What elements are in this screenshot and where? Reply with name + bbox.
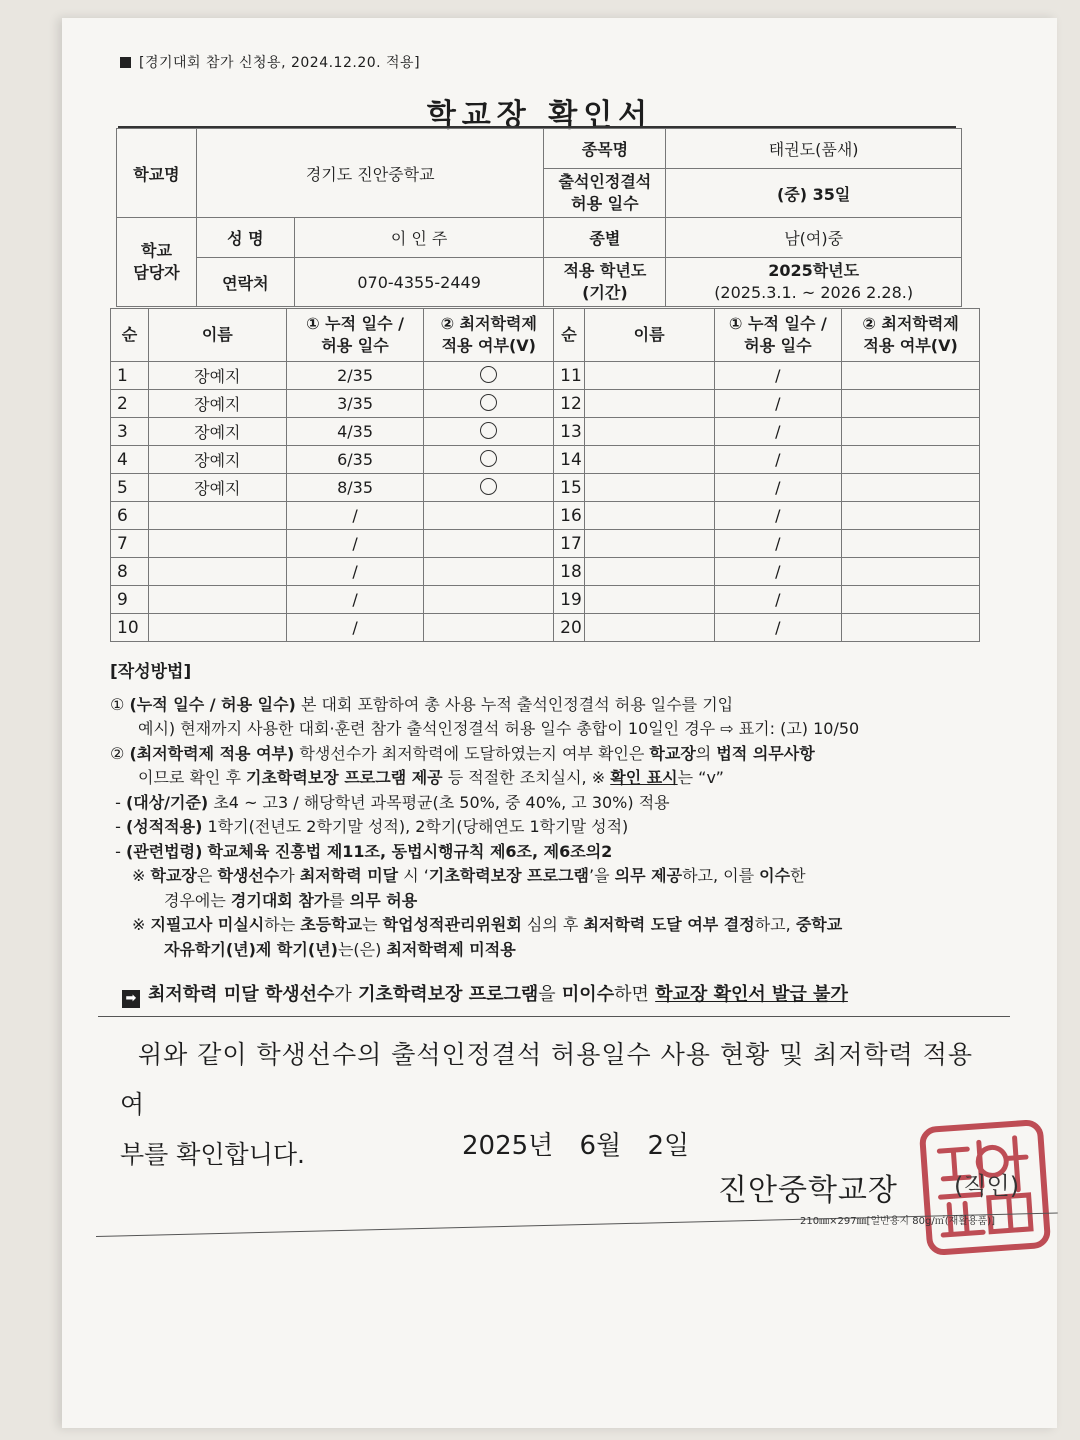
roster-header-row: [111, 309, 980, 362]
warning-e: 미이수: [561, 984, 615, 1005]
instruction-2: ② (최저학력제 적용 여부) 학생선수가 최저학력에 도달하였는지 여부 확인은 학교장의 법적 의무사항: [110, 743, 815, 763]
days-value: /: [714, 362, 842, 390]
student-name: [584, 418, 714, 446]
days-value: 6/35: [286, 446, 424, 474]
warning-c: 기초학력보장 프로그램: [358, 984, 539, 1005]
apply-value: [842, 614, 980, 642]
days-value: /: [714, 614, 842, 642]
days-value: 2/35: [286, 362, 424, 390]
header-apply-right-1: ② 최저학력제: [862, 314, 959, 333]
instruction-2-line2-c: 등 적절한 조치실시, ※: [447, 768, 606, 787]
instruction-2-text-a: 학생선수가 최저학력에 도달하였는지 여부 확인은: [299, 743, 645, 763]
days-value: /: [714, 530, 842, 558]
detail-target-text: 초4 ~ 고3 / 해당학년 과목평균(초 50%, 중 40%, 고 30%) 적용: [213, 792, 670, 812]
warning-d: 을: [538, 984, 556, 1005]
event-label: 종목명: [544, 129, 666, 169]
allowed-days-label: [544, 169, 666, 218]
apply-value: [842, 530, 980, 558]
apply-value: [842, 362, 980, 390]
confirmation-line-2: 부를 확인합니다.: [120, 1140, 305, 1169]
header-apply-right-2: 적용 여부(V): [863, 336, 958, 355]
note-2-line2: [110, 938, 1010, 963]
instruction-2-line2-b: 기초학력보장 프로그램 제공: [246, 768, 443, 787]
note-1-l: 한: [790, 866, 806, 885]
confirmation-line-1: 위와 같이 학생선수의 출석인정결석 허용일수 사용 현황 및 최저학력 적용 여: [120, 1040, 974, 1119]
note-2-a: 지필고사 미실시: [150, 915, 265, 934]
issue-date: 2025년 6월 2일: [462, 1131, 690, 1161]
note-2-b: 하는: [264, 915, 296, 934]
note-2-h: 하고,: [754, 915, 791, 934]
row-number: 19: [554, 586, 585, 614]
note-2-i: 중학교: [795, 915, 843, 934]
student-name: [148, 530, 286, 558]
note-1-k: 이수: [759, 866, 791, 885]
header-name: 이름: [148, 309, 286, 362]
name-value: 이 인 주: [294, 218, 544, 258]
instructions: [110, 660, 1010, 962]
instruction-1-text: 본 대회 포함하여 총 사용 누적 출석인정결석 허용 일수를 기입: [300, 694, 734, 714]
note-1-line2-b: 경기대회 참가: [230, 890, 330, 910]
header-no: 순: [111, 309, 149, 362]
table-row: [111, 446, 980, 474]
row-number: 20: [554, 614, 585, 642]
row-number: 8: [111, 558, 149, 586]
form-note-text: [경기대회 참가 신청용, 2024.12.20. 적용]: [139, 55, 421, 71]
apply-value: [424, 502, 554, 530]
year-label-2: (기간): [582, 283, 628, 302]
note-1-h: ’을: [589, 866, 610, 885]
student-name: [584, 446, 714, 474]
row-number: 6: [111, 502, 149, 530]
warning-g: 학교장 확인서 발급 불가: [655, 984, 848, 1005]
note-2: ※ 지필고사 미실시하는 초등학교는 학업성적관리위원회 심의 후 최저학력 도달 여부 결정하고, 중학교: [132, 915, 843, 934]
school-value: 경기도 진안중학교: [196, 129, 544, 218]
note-2-d: 는: [362, 915, 378, 934]
paper-spec: 210㎜×297㎜[일반용지 80g/㎡(재활용품)]: [800, 1216, 996, 1227]
instruction-2-bold: (최저학력제 적용 여부): [129, 743, 295, 763]
roster-body: [111, 362, 980, 642]
table-row: [111, 362, 980, 390]
seal-label: (직인): [954, 1172, 1020, 1200]
row-number: 13: [554, 418, 585, 446]
days-value: /: [714, 390, 842, 418]
note-1-f: 시 ‘: [403, 866, 429, 885]
table-row: [111, 558, 980, 586]
info-table: [116, 128, 962, 307]
apply-value: [842, 558, 980, 586]
note-1-d: 가: [279, 866, 295, 885]
detail-target: - (대상/기준) 초4 ~ 고3 / 해당학년 과목평균(초 50%, 중 40%, 고 30%) 적용: [110, 792, 670, 812]
warning-notice: [122, 980, 848, 1008]
table-row: [111, 390, 980, 418]
days-value: /: [286, 614, 424, 642]
student-name: 장예지: [148, 362, 286, 390]
row-number: 15: [554, 474, 585, 502]
apply-value: [424, 390, 554, 418]
table-row: [111, 474, 980, 502]
row-number: 16: [554, 502, 585, 530]
row-number: 4: [111, 446, 149, 474]
student-name: [148, 502, 286, 530]
student-name: [584, 530, 714, 558]
apply-value: [842, 586, 980, 614]
apply-value: [424, 362, 554, 390]
row-number: 7: [111, 530, 149, 558]
apply-value: [842, 474, 980, 502]
apply-value: [424, 418, 554, 446]
instruction-2-line2: [110, 766, 1010, 791]
row-number: 12: [554, 390, 585, 418]
detail-laws: - (관련법령) 학교체육 진흥법 제11조, 동법시행규칙 제6조, 제6조의2: [110, 841, 613, 861]
detail-grades: - (성적적용) 1학기(전년도 2학기말 성적), 2학기(당해연도 1학기말 성적): [110, 817, 629, 836]
instruction-1-example: 예시) 현재까지 사용한 대회·훈련 참가 출석인정결석 허용 일수 총합이 10일인 경우 ⇨ 표기: (고) 10/50: [138, 719, 860, 738]
circle-mark-icon: [480, 394, 497, 411]
contact-label: 연락처: [196, 258, 294, 307]
days-value: /: [714, 418, 842, 446]
gender-label: 종별: [544, 218, 666, 258]
note-2-line2-b: 는(은): [337, 939, 382, 959]
warning-f: 하면: [614, 984, 649, 1005]
header-apply-2: 적용 여부(V): [441, 336, 536, 355]
note-2-g: 최저학력 도달 여부 결정: [583, 915, 755, 934]
year-label: [544, 258, 666, 307]
instruction-1: ① (누적 일수 / 허용 일수) 본 대회 포함하여 총 사용 누적 출석인정결석 허용 일수를 기입: [110, 694, 734, 714]
form-note: [120, 52, 420, 72]
note-1-i: 의무 제공: [614, 866, 683, 885]
days-value: /: [286, 586, 424, 614]
note-2-line2-c: 최저학력제 미적용: [386, 939, 516, 959]
instructions-header: [작성방법]: [110, 662, 192, 682]
note-2-c: 초등학교: [300, 915, 363, 934]
student-name: [584, 474, 714, 502]
note-1-b: 은: [196, 866, 213, 885]
manager-label: [117, 218, 197, 307]
header-apply: [424, 309, 554, 362]
square-bullet-icon: [120, 57, 131, 68]
student-name: [584, 586, 714, 614]
days-value: /: [714, 558, 842, 586]
header-no-right: 순: [554, 309, 585, 362]
note-1-line2-a: 경우에는: [164, 890, 226, 910]
year-value-1: 2025학년도: [768, 261, 860, 280]
note-1-line2-d: 의무 허용: [349, 890, 418, 910]
student-name: 장예지: [148, 446, 286, 474]
detail-grades-text: 1학기(전년도 2학기말 성적), 2학기(당해연도 1학기말 성적): [207, 817, 629, 836]
header-days-2: 허용 일수: [321, 336, 389, 355]
row-number: 2: [111, 390, 149, 418]
roster-table: [110, 308, 980, 642]
circle-mark-icon: [480, 366, 497, 383]
days-value: /: [286, 558, 424, 586]
table-row: [111, 502, 980, 530]
apply-value: [842, 390, 980, 418]
note-1-c: 학생선수: [217, 866, 280, 885]
contact-value: 070-4355-2449: [294, 258, 544, 307]
apply-value: [842, 502, 980, 530]
row-number: 11: [554, 362, 585, 390]
manager-label-2: 담당자: [133, 263, 180, 282]
days-value: /: [714, 474, 842, 502]
section-divider: [98, 1016, 1010, 1017]
detail-laws-bold: (관련법령): [125, 841, 203, 861]
header-days-right-1: ① 누적 일수 /: [728, 314, 827, 333]
name-label: 성 명: [196, 218, 294, 258]
note-2-e: 학업성적관리위원회: [382, 915, 522, 934]
header-name-right: 이름: [584, 309, 714, 362]
year-value: [666, 258, 962, 307]
apply-value: [424, 530, 554, 558]
row-number: 3: [111, 418, 149, 446]
note-1-j: 하고, 이를: [682, 866, 755, 885]
note-1-e: 최저학력 미달: [299, 866, 399, 885]
days-value: 3/35: [286, 390, 424, 418]
header-days-1: ① 누적 일수 /: [306, 314, 404, 333]
apply-value: [424, 474, 554, 502]
table-row: [111, 614, 980, 642]
note-2-line2-a: 자유학기(년)제 학기(년): [164, 939, 338, 959]
header-days-right-2: 허용 일수: [744, 336, 812, 355]
days-value: 8/35: [286, 474, 424, 502]
student-name: [148, 558, 286, 586]
instruction-2-line2-a: 이므로 확인 후: [138, 768, 241, 787]
days-value: /: [714, 446, 842, 474]
manager-label-1: 학교: [140, 241, 172, 260]
apply-value: [424, 446, 554, 474]
student-name: [584, 390, 714, 418]
row-number: 5: [111, 474, 149, 502]
instruction-2-principal: 학교장: [649, 743, 696, 763]
header-days-right: [714, 309, 842, 362]
days-value: /: [714, 502, 842, 530]
days-value: /: [714, 586, 842, 614]
allowed-days-label-1: 출석인정결석: [558, 172, 652, 191]
student-name: 장예지: [148, 474, 286, 502]
instruction-1-bold: (누적 일수 / 허용 일수): [129, 694, 296, 714]
apply-value: [842, 418, 980, 446]
note-1-a: 학교장: [150, 866, 197, 885]
detail-target-bold: (대상/기준): [125, 792, 209, 812]
row-number: 14: [554, 446, 585, 474]
student-name: 장예지: [148, 390, 286, 418]
days-value: /: [286, 502, 424, 530]
year-label-1: 적용 학년도: [563, 261, 647, 280]
header-apply-right: [842, 309, 980, 362]
school-label: 학교명: [117, 129, 197, 218]
table-row: [111, 418, 980, 446]
instruction-2-legal-duty: 법적 의무사항: [716, 743, 815, 763]
row-number: 9: [111, 586, 149, 614]
year-value-2: (2025.3.1. ~ 2026 2.28.): [714, 283, 914, 302]
detail-laws-text: 학교체육 진흥법 제11조, 동법시행규칙 제6조, 제6조의2: [207, 841, 613, 861]
table-row: [111, 586, 980, 614]
principal-signature: 진안중학교장: [718, 1173, 898, 1208]
instruction-2-text-b: 의: [695, 743, 712, 763]
warning-b: 가: [334, 984, 352, 1005]
note-1-line2: [110, 889, 1010, 914]
row-number: 10: [111, 614, 149, 642]
student-name: [148, 586, 286, 614]
allowed-days-value: (중) 35일: [666, 169, 962, 218]
note-1-line2-c: 를: [329, 890, 345, 910]
circle-mark-icon: [480, 422, 497, 439]
gender-value: 남(여)중: [666, 218, 962, 258]
allowed-days-label-2: 허용 일수: [571, 194, 639, 213]
header-apply-1: ② 최저학력제: [440, 314, 537, 333]
apply-value: [842, 446, 980, 474]
document-title: 학교장 확인서: [426, 98, 654, 133]
days-value: 4/35: [286, 418, 424, 446]
instruction-2-line2-d: 확인 표시: [610, 768, 678, 787]
row-number: 17: [554, 530, 585, 558]
note-1: ※ 학교장은 학생선수가 최저학력 미달 시 ‘기초학력보장 프로그램’을 의무 제공하고, 이를 이수한: [132, 866, 806, 885]
header-days: [286, 309, 424, 362]
student-name: [584, 502, 714, 530]
row-number: 1: [111, 362, 149, 390]
event-value: 태권도(품새): [666, 129, 962, 169]
student-name: 장예지: [148, 418, 286, 446]
row-number: 18: [554, 558, 585, 586]
student-name: [148, 614, 286, 642]
student-name: [584, 614, 714, 642]
apply-value: [424, 586, 554, 614]
days-value: /: [286, 530, 424, 558]
student-name: [584, 362, 714, 390]
warning-a: 최저학력 미달 학생선수: [148, 984, 335, 1005]
note-1-g: 기초학력보장 프로그램: [428, 866, 590, 885]
arrow-box-icon: ➡: [122, 990, 140, 1008]
apply-value: [424, 558, 554, 586]
table-row: [111, 530, 980, 558]
student-name: [584, 558, 714, 586]
circle-mark-icon: [480, 450, 497, 467]
apply-value: [424, 614, 554, 642]
note-2-f: 심의 후: [526, 915, 579, 934]
detail-grades-bold: (성적적용): [125, 817, 203, 836]
instruction-2-line2-e: 는 “v”: [677, 768, 724, 787]
circle-mark-icon: [480, 478, 497, 495]
